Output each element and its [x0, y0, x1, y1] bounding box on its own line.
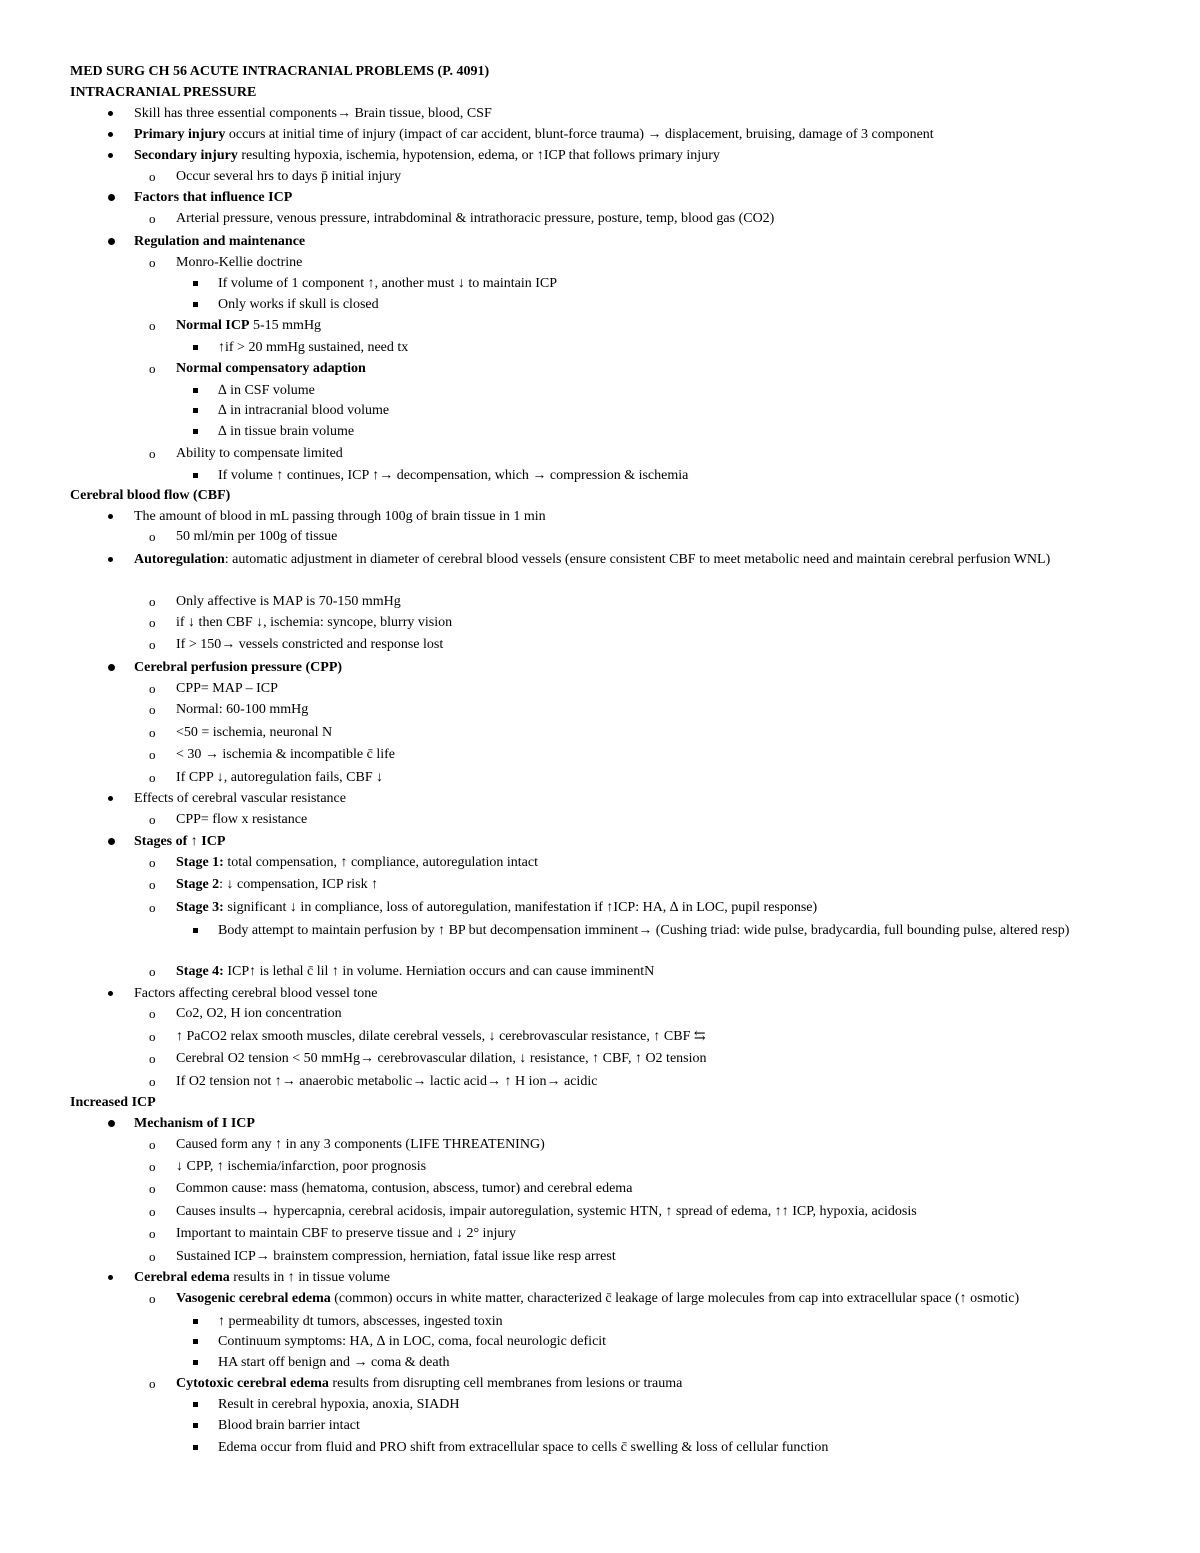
bullet-circle-icon: o	[149, 318, 156, 333]
bullet-square-icon	[193, 1319, 198, 1324]
text-run: if ↓ then CBF ↓, ischemia: syncope, blurry vision	[176, 615, 453, 630]
bold-term: Regulation and maintenance	[134, 234, 306, 249]
line-text	[218, 1352, 449, 1373]
line-text	[176, 722, 332, 743]
bullet-circle-icon: o	[149, 770, 156, 785]
text-run: ICP↑ is lethal c̄ lil ↑ in volume. Herniation occurs and can cause imminentN	[227, 964, 655, 979]
bullet-circle-icon: o	[149, 1291, 156, 1306]
bullet-circle-icon: o	[149, 255, 156, 270]
line-text	[218, 1394, 459, 1415]
line-text	[134, 103, 492, 124]
text-run: results from disrupting cell membranes from lesions or trauma	[328, 1376, 683, 1391]
line-text	[176, 1003, 342, 1024]
bold-term: MED SURG CH 56 ACUTE INTRACRANIAL PROBLEMS (P. 4091)	[70, 64, 490, 79]
bullet-circle-icon: o	[149, 1376, 156, 1391]
line-text	[176, 1071, 597, 1092]
line-text	[176, 1156, 426, 1177]
sub-bullet-item	[0, 591, 1200, 612]
line-text	[176, 612, 452, 633]
line-text	[176, 634, 443, 655]
sub-bullet-item	[0, 1288, 1200, 1309]
bullet-item	[0, 1113, 1200, 1134]
bullet-circle-icon: o	[149, 702, 156, 717]
bold-term: Autoregulation	[134, 552, 225, 567]
bullet-item	[0, 549, 1200, 591]
line-text	[176, 1246, 616, 1267]
line-text	[218, 380, 315, 401]
sub-bullet-item	[0, 208, 1200, 229]
bullet-circle-icon: o	[149, 446, 156, 461]
bullet-square-icon	[193, 429, 198, 434]
bullet-circle-icon: o	[149, 681, 156, 696]
line-text	[176, 678, 278, 699]
bullet-circle-icon: o	[149, 594, 156, 609]
bullet-square-icon	[193, 345, 198, 350]
sub-bullet-item	[0, 1026, 1200, 1047]
bold-term: Normal ICP	[176, 318, 250, 333]
text-run: (common) occurs in white matter, characterized c̄ leakage of large molecules from cap into extracellular space (↑ osmotic)	[330, 1291, 1020, 1306]
bullet-item	[0, 506, 1200, 527]
bold-term: Vasogenic cerebral edema	[176, 1291, 331, 1306]
detail-item	[0, 337, 1200, 358]
bullet-disc-icon	[108, 153, 113, 158]
text-run: If CPP ↓, autoregulation fails, CBF ↓	[176, 770, 384, 785]
detail-item	[0, 1394, 1200, 1415]
text-run: : ↓ compensation, ICP risk ↑	[219, 877, 379, 892]
text-run: Cerebral O2 tension < 50 mmHg→ cerebrovascular dilation, ↓ resistance, ↑ CBF, ↑ O2 tension	[176, 1051, 707, 1066]
line-text	[70, 61, 489, 82]
line-text	[176, 252, 302, 273]
line-text	[134, 831, 225, 852]
line-text	[218, 920, 1120, 941]
text-run: ∆ in intracranial blood volume	[218, 403, 390, 418]
sub-bullet-item	[0, 767, 1200, 788]
text-run: Result in cerebral hypoxia, anoxia, SIADH	[218, 1397, 460, 1412]
bullet-square-icon	[193, 1423, 198, 1428]
line-text	[134, 1113, 255, 1134]
bullet-circle-icon: o	[149, 211, 156, 226]
detail-item	[0, 1331, 1200, 1352]
bullet-circle-icon: o	[149, 169, 156, 184]
sub-bullet-item	[0, 1178, 1200, 1199]
line-text	[176, 526, 337, 547]
bold-term: Primary injury	[134, 127, 226, 142]
line-text	[176, 809, 307, 830]
sub-bullet-item	[0, 722, 1200, 743]
bullet-circle-icon: o	[149, 1204, 156, 1219]
line-text	[176, 699, 308, 720]
text-run: The amount of blood in mL passing through 100g of brain tissue in 1 min	[134, 509, 546, 524]
bullet-circle-icon: o	[149, 361, 156, 376]
bullet-item	[0, 983, 1200, 1004]
bullet-circle-icon: o	[149, 637, 156, 652]
text-run: Only affective is MAP is 70-150 mmHg	[176, 594, 401, 609]
text-run: ∆ in CSF volume	[218, 383, 315, 398]
bullet-circle-icon: o	[149, 877, 156, 892]
bold-term: Normal compensatory adaption	[176, 361, 366, 376]
detail-item	[0, 1352, 1200, 1373]
sub-bullet-item	[0, 1048, 1200, 1069]
sub-bullet-item	[0, 1156, 1200, 1177]
text-run: HA start off benign and → coma & death	[218, 1355, 450, 1370]
bullet-circle-icon: o	[149, 1226, 156, 1241]
bullet-disc-icon	[108, 991, 113, 996]
line-text	[176, 315, 321, 336]
line-text	[176, 1288, 1019, 1309]
sub-bullet-item	[0, 699, 1200, 720]
sub-bullet-item	[0, 1223, 1200, 1244]
text-run: Ability to compensate limited	[176, 446, 343, 461]
line-text	[134, 549, 1120, 570]
sub-bullet-item	[0, 678, 1200, 699]
bullet-item	[0, 657, 1200, 678]
detail-item	[0, 920, 1200, 962]
sub-bullet-item	[0, 897, 1200, 918]
bullet-disc-icon	[108, 1120, 115, 1127]
text-run: Edema occur from fluid and PRO shift from extracellular space to cells c̄ swelling & loss of cellular function	[218, 1440, 829, 1455]
bullet-square-icon	[193, 281, 198, 286]
sub-bullet-item	[0, 166, 1200, 187]
line-text	[176, 852, 538, 873]
line-text	[218, 400, 389, 421]
sub-bullet-item	[0, 809, 1200, 830]
section-heading	[0, 1092, 1200, 1113]
sub-bullet-item	[0, 1134, 1200, 1155]
text-run: Common cause: mass (hematoma, contusion, abscess, tumor) and cerebral edema	[176, 1181, 633, 1196]
detail-item	[0, 273, 1200, 294]
bullet-disc-icon	[108, 664, 115, 671]
line-text	[176, 591, 401, 612]
text-run: ∆ in tissue brain volume	[218, 424, 355, 439]
bullet-disc-icon	[108, 194, 115, 201]
text-run: < 30 → ischemia & incompatible c̄ life	[176, 747, 396, 762]
text-run: ↑if > 20 mmHg sustained, need tx	[218, 340, 409, 355]
bullet-circle-icon: o	[149, 747, 156, 762]
bullet-item	[0, 187, 1200, 208]
text-run: If O2 tension not ↑→ anaerobic metabolic→ lactic acid→ ↑ H ion→ acidic	[176, 1074, 598, 1089]
text-run: 50 ml/min per 100g of tissue	[176, 529, 338, 544]
text-run: Continuum symptoms: HA, ∆ in LOC, coma, focal neurologic deficit	[218, 1334, 607, 1349]
detail-item	[0, 400, 1200, 421]
bullet-square-icon	[193, 388, 198, 393]
text-run: If volume ↑ continues, ICP ↑→ decompensation, which → compression & ischemia	[218, 468, 689, 483]
text-run: Causes insults→ hypercapnia, cerebral acidosis, impair autoregulation, systemic HTN, ↑ spread of edema, ↑↑ ICP, hypoxia, acidosis	[176, 1204, 917, 1219]
bullet-circle-icon: o	[149, 855, 156, 870]
bullet-disc-icon	[108, 111, 113, 116]
line-text	[176, 208, 774, 229]
line-text	[134, 187, 292, 208]
text-run: : automatic adjustment in diameter of cerebral blood vessels (ensure consistent CBF to meet metabolic need and maintain cerebral perfusion WNL)	[224, 552, 1051, 567]
bold-term: Stage 2	[176, 877, 220, 892]
bullet-disc-icon	[108, 838, 115, 845]
line-text	[176, 767, 383, 788]
bold-term: Stage 1:	[176, 855, 224, 870]
bullet-circle-icon: o	[149, 529, 156, 544]
bullet-circle-icon: o	[149, 1159, 156, 1174]
bullet-square-icon	[193, 1360, 198, 1365]
line-text	[176, 1048, 707, 1069]
text-run: resulting hypoxia, ischemia, hypotension, edema, or ↑ICP that follows primary injury	[237, 148, 720, 163]
sub-bullet-item	[0, 1071, 1200, 1092]
detail-item	[0, 1437, 1200, 1458]
bullet-circle-icon: o	[149, 812, 156, 827]
bold-term: Increased ICP	[70, 1095, 156, 1110]
text-run: ↑ PaCO2 relax smooth muscles, dilate cerebral vessels, ↓ cerebrovascular resistance, ↑ CBF ⇆	[176, 1029, 706, 1044]
bold-term: Stage 3:	[176, 900, 224, 915]
line-text	[176, 443, 343, 464]
line-text	[218, 421, 354, 442]
text-run: Monro-Kellie doctrine	[176, 255, 303, 270]
text-run: Skill has three essential components→ Brain tissue, blood, CSF	[134, 106, 492, 121]
text-run: ↓ CPP, ↑ ischemia/infarction, poor prognosis	[176, 1159, 427, 1174]
sub-bullet-item	[0, 1246, 1200, 1267]
text-run: ↑ permeability dt tumors, abscesses, ingested toxin	[218, 1314, 503, 1329]
sub-bullet-item	[0, 1201, 1200, 1222]
line-text	[70, 485, 230, 506]
line-text	[218, 273, 557, 294]
bold-term: INTRACRANIAL PRESSURE	[70, 85, 257, 100]
line-text	[134, 231, 305, 252]
sub-bullet-item	[0, 1373, 1200, 1394]
line-text	[134, 788, 346, 809]
bullet-disc-icon	[108, 1275, 113, 1280]
text-run: If > 150→ vessels constricted and response lost	[176, 637, 444, 652]
text-run: Only works if skull is closed	[218, 297, 379, 312]
line-text	[70, 1092, 156, 1113]
text-run: Important to maintain CBF to preserve tissue and ↓ 2° injury	[176, 1226, 516, 1241]
bullet-item	[0, 231, 1200, 252]
bullet-circle-icon: o	[149, 1074, 156, 1089]
text-run: Occur several hrs to days p̄ initial injury	[176, 169, 402, 184]
line-text	[176, 1373, 682, 1394]
line-text	[218, 294, 379, 315]
bullet-square-icon	[193, 408, 198, 413]
line-text	[176, 358, 366, 379]
line-text	[176, 1134, 545, 1155]
bullet-circle-icon: o	[149, 1006, 156, 1021]
sub-bullet-item	[0, 874, 1200, 895]
text-run: Co2, O2, H ion concentration	[176, 1006, 342, 1021]
line-text	[176, 1178, 632, 1199]
text-run: occurs at initial time of injury (impact of car accident, blunt-force trauma) → displacement, bruising, damage of 3 component	[225, 127, 934, 142]
line-text	[134, 1267, 390, 1288]
bullet-circle-icon: o	[149, 1137, 156, 1152]
line-text	[218, 1415, 360, 1436]
bold-term: Secondary injury	[134, 148, 238, 163]
bullet-item	[0, 145, 1200, 166]
section-heading	[0, 485, 1200, 506]
sub-bullet-item	[0, 358, 1200, 379]
line-text	[134, 657, 342, 678]
bullet-square-icon	[193, 473, 198, 478]
bullet-circle-icon: o	[149, 615, 156, 630]
sub-bullet-item	[0, 612, 1200, 633]
text-run: Blood brain barrier intact	[218, 1418, 360, 1433]
bullet-item	[0, 1267, 1200, 1288]
sub-bullet-item	[0, 852, 1200, 873]
section-heading	[0, 82, 1200, 103]
bullet-circle-icon: o	[149, 725, 156, 740]
text-run: significant ↓ in compliance, loss of autoregulation, manifestation if ↑ICP: HA, ∆ in LOC, pupil response)	[223, 900, 818, 915]
text-run: total compensation, ↑ compliance, autoregulation intact	[223, 855, 538, 870]
bold-term: Cerebral perfusion pressure (CPP)	[134, 660, 343, 675]
bullet-item	[0, 103, 1200, 124]
bullet-square-icon	[193, 1402, 198, 1407]
line-text	[176, 744, 395, 765]
sub-bullet-item	[0, 744, 1200, 765]
text-run: results in ↑ in tissue volume	[229, 1270, 390, 1285]
bullet-square-icon	[193, 1445, 198, 1450]
text-run: Sustained ICP→ brainstem compression, herniation, fatal issue like resp arrest	[176, 1249, 616, 1264]
bold-term: Cytotoxic cerebral edema	[176, 1376, 329, 1391]
sub-bullet-item	[0, 1003, 1200, 1024]
text-run: Body attempt to maintain perfusion by ↑ BP but decompensation imminent→ (Cushing triad: wide pulse, bradycardia, full bounding pulse, altered resp)	[218, 923, 1070, 938]
line-text	[134, 145, 720, 166]
detail-item	[0, 421, 1200, 442]
bullet-disc-icon	[108, 238, 115, 245]
bullet-disc-icon	[108, 514, 113, 519]
line-text	[218, 465, 688, 486]
sub-bullet-item	[0, 634, 1200, 655]
bullet-item	[0, 788, 1200, 809]
bullet-disc-icon	[108, 796, 113, 801]
section-heading	[0, 61, 1200, 82]
text-run: CPP= flow x resistance	[176, 812, 308, 827]
bold-term: Mechanism of I ICP	[134, 1116, 255, 1131]
line-text	[176, 166, 401, 187]
sub-bullet-item	[0, 443, 1200, 464]
bullet-item	[0, 831, 1200, 852]
detail-item	[0, 294, 1200, 315]
bold-term: Factors that influence ICP	[134, 190, 293, 205]
bullet-square-icon	[193, 928, 198, 933]
bullet-circle-icon: o	[149, 1029, 156, 1044]
detail-item	[0, 465, 1200, 486]
bold-term: Stages of ↑ ICP	[134, 834, 226, 849]
text-run: Arterial pressure, venous pressure, intrabdominal & intrathoracic pressure, posture, temp, blood gas (CO2)	[176, 211, 775, 226]
text-run: <50 = ischemia, neuronal N	[176, 725, 333, 740]
line-text	[70, 82, 256, 103]
bullet-circle-icon: o	[149, 964, 156, 979]
line-text	[176, 1223, 516, 1244]
line-text	[176, 1026, 706, 1047]
text-run: Effects of cerebral vascular resistance	[134, 791, 346, 806]
line-text	[176, 961, 654, 982]
sub-bullet-item	[0, 315, 1200, 336]
text-run: CPP= MAP – ICP	[176, 681, 278, 696]
line-text	[134, 506, 546, 527]
line-text	[176, 874, 378, 895]
bold-term: Stage 4:	[176, 964, 228, 979]
text-run: 5-15 mmHg	[249, 318, 322, 333]
line-text	[176, 897, 817, 918]
detail-item	[0, 1415, 1200, 1436]
bullet-circle-icon: o	[149, 900, 156, 915]
bullet-circle-icon: o	[149, 1249, 156, 1264]
text-run: Factors affecting cerebral blood vessel tone	[134, 986, 378, 1001]
line-text	[218, 337, 408, 358]
detail-item	[0, 380, 1200, 401]
sub-bullet-item	[0, 961, 1200, 982]
bullet-circle-icon: o	[149, 1181, 156, 1196]
bold-term: Cerebral edema	[134, 1270, 230, 1285]
bullet-square-icon	[193, 1339, 198, 1344]
bullet-square-icon	[193, 302, 198, 307]
bold-term: Cerebral blood flow (CBF)	[70, 488, 231, 503]
text-run: Caused form any ↑ in any 3 components (LIFE THREATENING)	[176, 1137, 545, 1152]
sub-bullet-item	[0, 252, 1200, 273]
bullet-circle-icon: o	[149, 1051, 156, 1066]
text-run: If volume of 1 component ↑, another must ↓ to maintain ICP	[218, 276, 558, 291]
line-text	[176, 1201, 917, 1222]
line-text	[218, 1311, 503, 1332]
detail-item	[0, 1311, 1200, 1332]
sub-bullet-item	[0, 526, 1200, 547]
line-text	[218, 1331, 606, 1352]
line-text	[134, 124, 934, 145]
line-text	[134, 983, 377, 1004]
bullet-disc-icon	[108, 132, 113, 137]
bullet-disc-icon	[108, 557, 113, 562]
text-run: Normal: 60-100 mmHg	[176, 702, 309, 717]
line-text	[218, 1437, 828, 1458]
bullet-item	[0, 124, 1200, 145]
